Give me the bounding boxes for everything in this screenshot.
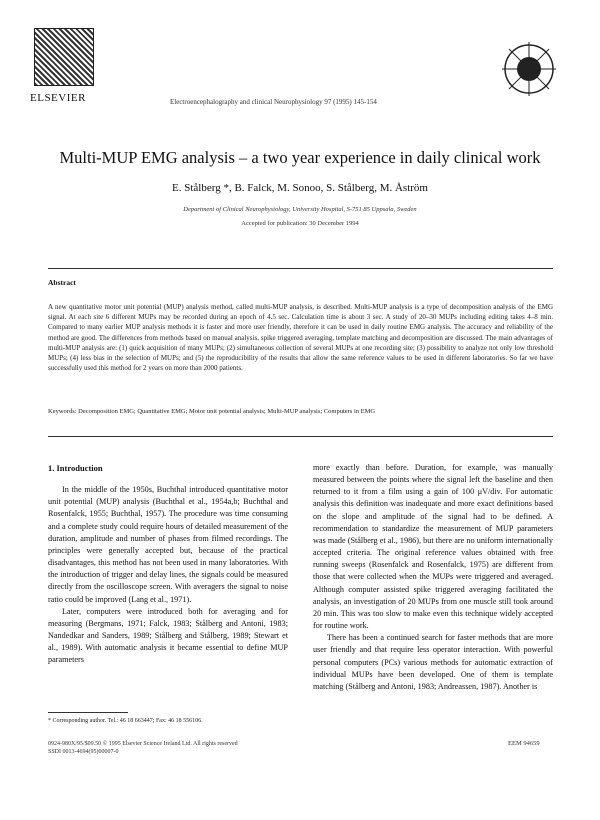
tree-logo-icon [34,28,94,86]
keywords: Keywords: Decomposition EMG; Quantitative EMG; Motor unit potential analysis; Multi-MUP analysis; Computers in EMG [48,408,376,415]
elsevier-logo [30,28,100,108]
article-code: EEM 94659 [508,740,540,747]
abstract-heading: Abstract [48,278,76,287]
paragraph: There has been a continued search for faster methods that are more user friendly and that require less operator interaction. With powerful personal computers (PCs) various methods for automatic extraction of individual MUPs have been developed. One of them is template matching (Stålberg and Antoni, 1983; Andreassen, 1987). Another is [313,633,553,691]
divider-top [48,268,553,269]
footnote: * Corresponding author. Tel.: 46 18 663447; Fax: 46 18 556106. [48,718,203,724]
ssdi-line: SSDI 0013-4694(95)00007-0 [48,749,119,755]
paragraph: In the middle of the 1950s, Buchthal introduced quantitative motor unit potential (MUP) analysis (Buchthal et al., 1954a,b; Buchthal and Rosenfalck, 1955; Buchthal, 1957). The procedure was time consuming and a complete study could require hours of detailed measurement of the duration, amplitude and number of phases from filmed recordings. The principles were generally accepted but, because of the practical disadvantages, this method has not been used in many laboratories. With the introduction of trigger and delay lines, the signals could be measured directly from the oscilloscope screen. With averagers the signal to noise ratio could be improved (Lang et al., 1971). [48,485,288,604]
left-column [48,462,288,667]
divider-bottom [48,436,553,437]
paragraph: Later, computers were introduced both for averaging and for measuring (Bergmans, 1971; Falck, 1983; Stålberg and Antoni, 1983; Nandedkar and Sanders, 1989; Stålberg and Stålberg, 1989; Stewart et al., 1989). With automatic analysis it became essential to define MUP parameters [48,606,288,665]
journal-seal-icon [500,40,558,98]
paper-title: Multi-MUP EMG analysis – a two year experience in daily clinical work [59,148,541,167]
copyright-block [48,740,553,756]
abstract-text: A new quantitative motor unit potential (MUP) analysis method, called multi-MUP analysis, is described. Multi-MUP analysis is a type of decomposition analysis of the EMG signal. At each site 6 different MUPs may be recorded during an epoch of 4.5 sec. Calculation time is about 3 sec. A study of 20–30 MUPs including editing takes 4–8 min. Compared to many earlier MUP analysis methods it is faster and more user friendly, therefore it can be used in daily routine EMG analysis. The accuracy and reliability of the method are good. The differences from methods based on manual analysis, spike triggered averaging, template matching and decomposition are discussed. The main advantages of multi-MUP analysis are: (1) quick acquisition of many MUPs; (2) simultaneous collection of several MUPs at one recording site; (3) possibility to analyze not only low threshold MUPs; (4) less bias in the selection of MUPs; and (5) the reproducibility of the results that allow the same reference values to be used in different laboratories. So far we have successfully used this method for 2 years on more than 2000 patients. [48,303,553,373]
journal-citation: Electroencephalography and clinical Neurophysiology 97 (1995) 145-154 [170,98,377,106]
author-list: E. Stålberg *, B. Falck, M. Sonoo, S. Stålberg, M. Åström [172,182,428,194]
right-column [313,462,553,693]
paragraph: more exactly than before. Duration, for example, was manually measured between the points where the signal left the baseline and then returned to it from a film using a gain of 100 μV/div. For automatic analysis this definition was inadequate and more exact definitions based on the slope and amplitude of the signal had to be defined. A recommendation to standardize the measurement of MUP parameters was made (Stålberg et al., 1986), but there are no uniform internationally accepted criteria. The original reference values obtained with free running sweeps (Rosenfalck and Rosenfalck, 1975) are different from those that were collected when the MUPs were triggered and averaged. Although computer assisted spike triggered averaging facilitated the analysis, an investigation of 20 MUPs from one muscle still took around 20 min. This was too slow to make even this technique widely accepted for routine work. [313,463,553,631]
accepted-date: Accepted for publication: 30 December 1994 [241,220,359,227]
publisher-name: ELSEVIER [30,92,86,104]
section-heading: 1. Introduction [48,463,103,473]
footnote-rule [48,712,128,713]
copyright-line: 0924-980X/95/$09.50 © 1995 Elsevier Science Ireland Ltd. All rights reserved [48,741,238,747]
affiliation: Department of Clinical Neurophysiology, University Hospital, S-751 85 Uppsala, Sweden [183,206,417,213]
